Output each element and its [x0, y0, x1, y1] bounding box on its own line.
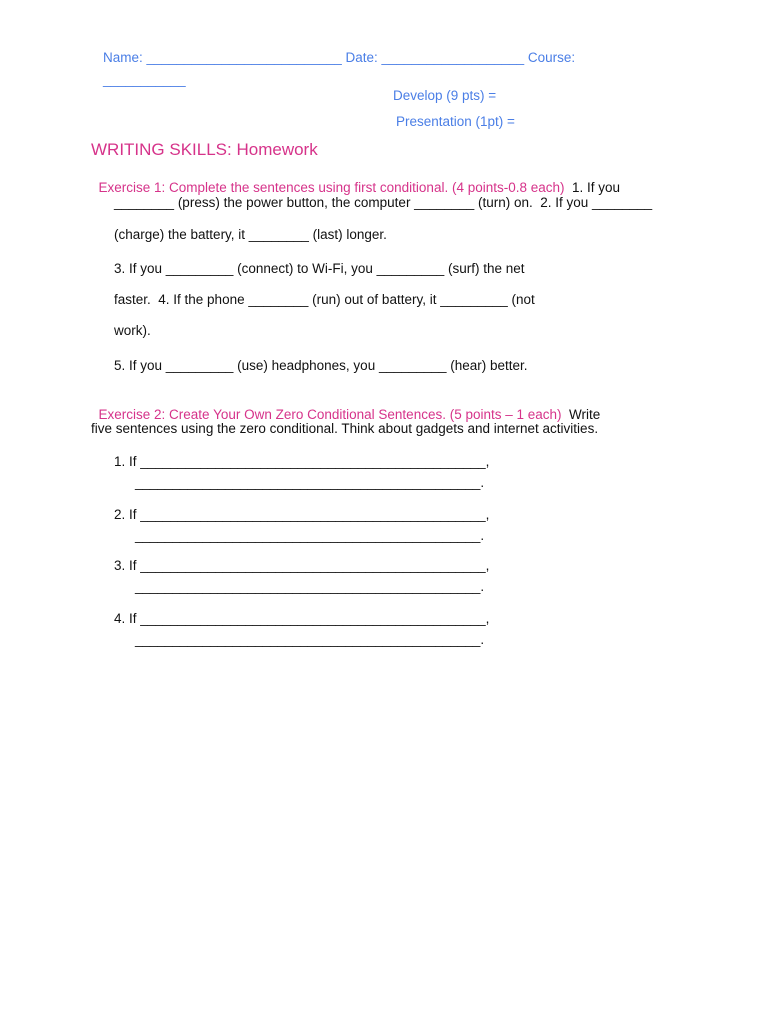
exercise2-item-4-line-1: 4. If ______________________________________________, [114, 611, 490, 626]
page-title: WRITING SKILLS: Homework [91, 140, 318, 159]
exercise1-first-line [91, 164, 620, 196]
exercise2-item-3-line-1: 3. If ______________________________________________, [114, 558, 490, 573]
exercise2-item-4-line-2: ______________________________________________. [135, 632, 485, 647]
exercise2-first-line [91, 391, 600, 423]
exercise1-heading: Exercise 1: Complete the sentences using first conditional. (4 points-0.8 each) [98, 180, 565, 195]
exercise1-line-4: 3. If you _________ (connect) to Wi-Fi, you _________ (surf) the net [114, 261, 525, 276]
exercise2-item-2-line-2: ______________________________________________. [135, 528, 485, 543]
exercise2-heading: Exercise 2: Create Your Own Zero Conditional Sentences. (5 points – 1 each) [98, 407, 562, 422]
exercise2-item-2-line-1: 2. If ______________________________________________, [114, 507, 490, 522]
exercise1-line-2: ________ (press) the power button, the computer ________ (turn) on. 2. If you ________ [114, 195, 653, 210]
exercise2-instruction-start: Write [569, 407, 601, 422]
exercise1-line-5: faster. 4. If the phone ________ (run) out of battery, it _________ (not [114, 292, 535, 307]
exercise1-line-7: 5. If you _________ (use) headphones, you _________ (hear) better. [114, 358, 528, 373]
exercise1-line-1: 1. If you [572, 180, 621, 195]
course-blank: ___________ [103, 72, 186, 87]
name-date-course-line: Name: __________________________ Date: ___________________ Course: [103, 50, 576, 65]
exercise2-item-1-line-2: ______________________________________________. [135, 475, 485, 490]
exercise2-instruction: five sentences using the zero conditional. Think about gadgets and internet activities. [91, 421, 599, 436]
exercise2-item-1-line-1: 1. If ______________________________________________, [114, 454, 490, 469]
develop-score: Develop (9 pts) = [393, 88, 497, 103]
exercise1-line-6: work). [114, 323, 151, 338]
presentation-score: Presentation (1pt) = [396, 114, 515, 129]
exercise2-item-3-line-2: ______________________________________________. [135, 579, 485, 594]
exercise1-line-3: (charge) the battery, it ________ (last) longer. [114, 227, 387, 242]
